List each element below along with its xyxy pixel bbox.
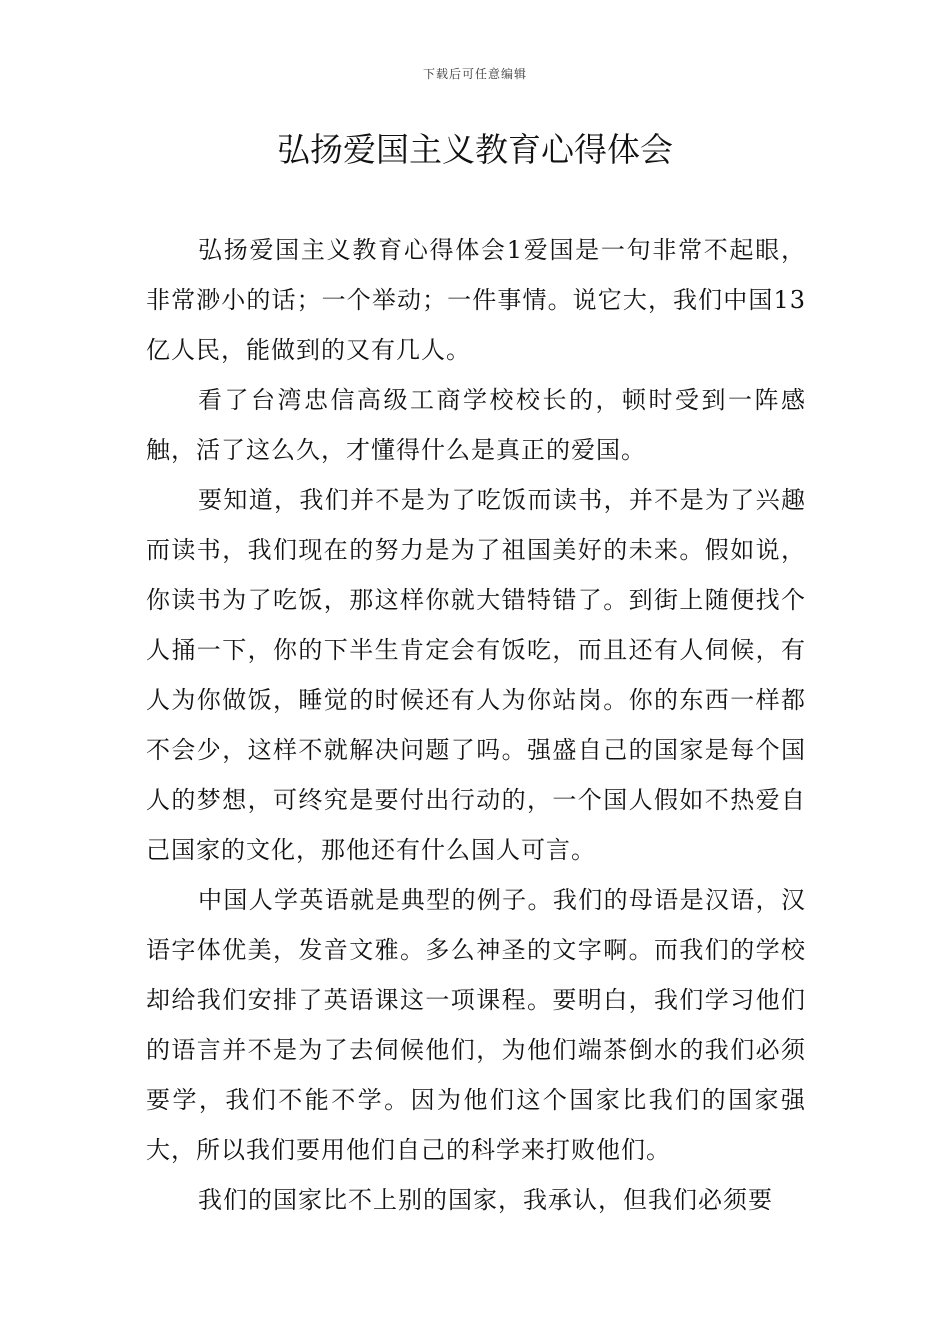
paragraph-4: 中国人学英语就是典型的例子。我们的母语是汉语，汉语字体优美，发音文雅。多么神圣的文字啊。而我们的学校却给我们安排了英语课这一项课程。要明白，我们学习他们的语言并不是为了去伺候他们，为他们端茶倒水的我们必须要学，我们不能不学。因为他们这个国家比我们的国家强大，所以我们要用他们自己的科学来打败他们。	[146, 886, 806, 1164]
document-title: 弘扬爱国主义教育心得体会	[277, 130, 673, 169]
paragraph-1: 弘扬爱国主义教育心得体会1爱国是一句非常不起眼，非常渺小的话；一个举动；一件事情。说它大，我们中国13亿人民，能做到的又有几人。	[146, 236, 806, 364]
paragraph-3: 要知道，我们并不是为了吃饭而读书，并不是为了兴趣而读书，我们现在的努力是为了祖国美好的未来。假如说，你读书为了吃饭，那这样你就大错特错了。到街上随便找个人捅一下，你的下半生肯定会有饭吃，而且还有人伺候，有人为你做饭，睡觉的时候还有人为你站岗。你的东西一样都不会少，这样不就解决问题了吗。强盛自己的国家是每个国人的梦想，可终究是要付出行动的，一个国人假如不热爱自己国家的文化，那他还有什么国人可言。	[146, 486, 806, 864]
header-note: 下载后可任意编辑	[422, 67, 527, 81]
document-body	[146, 225, 806, 1225]
paragraph-2: 看了台湾忠信高级工商学校校长的，顿时受到一阵感触，活了这么久，才懂得什么是真正的爱国。	[146, 386, 806, 464]
paragraph-5: 我们的国家比不上别的国家，我承认，但我们必须要	[198, 1186, 773, 1214]
